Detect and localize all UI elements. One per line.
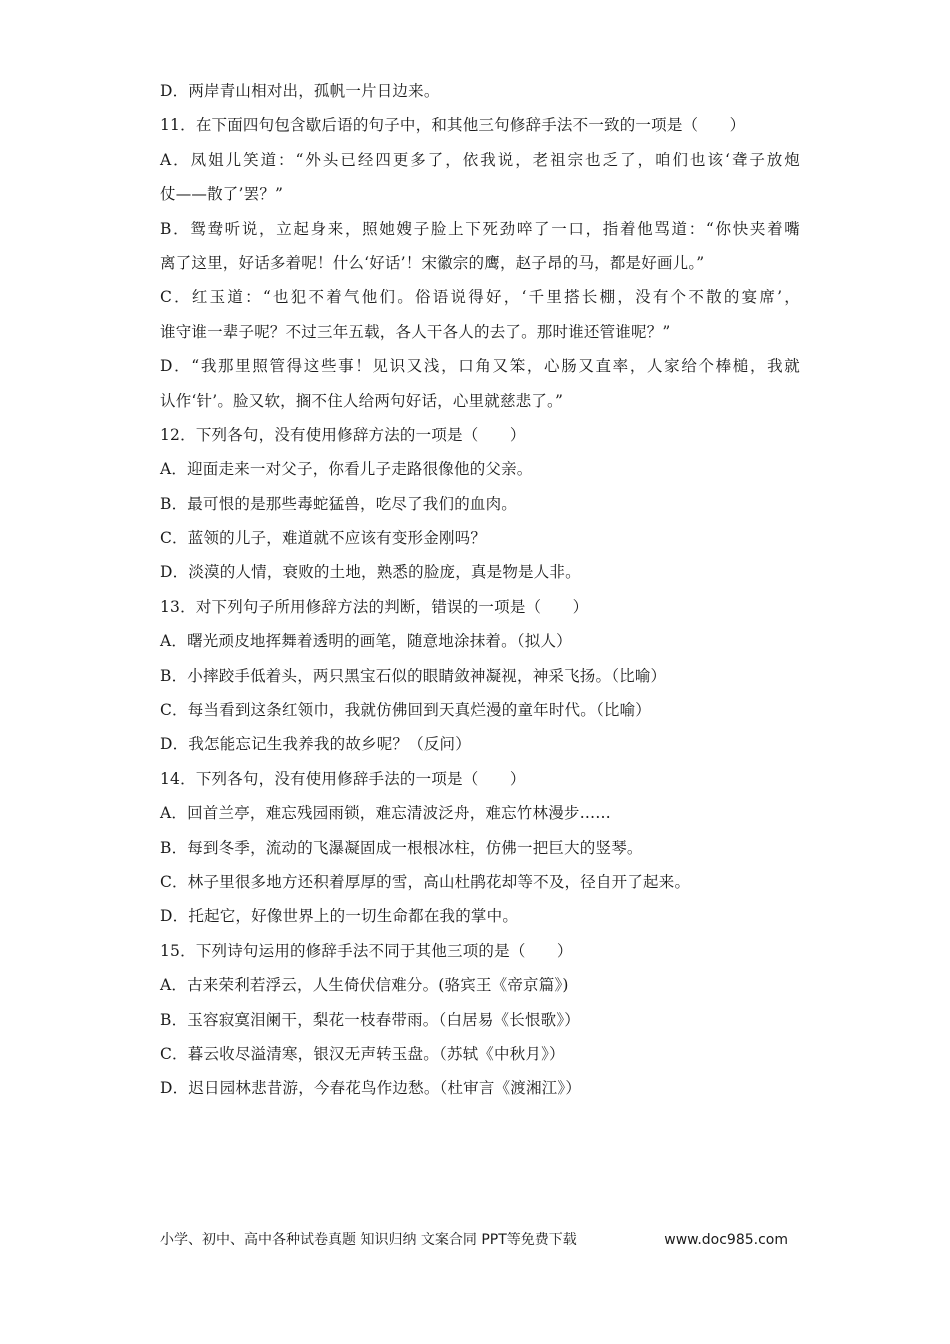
option-line: B．每到冬季，流动的飞瀑凝固成一根根冰柱，仿佛一把巨大的竖琴。 <box>160 838 643 857</box>
option-line: A．曙光顽皮地挥舞着透明的画笔，随意地涂抹着。（拟人） <box>160 632 572 651</box>
option-line: D．淡漠的人情，衰败的土地，熟悉的脸庞，真是物是人非。 <box>160 563 581 582</box>
option-line: D．我怎能忘记生我养我的故乡呢？（反问） <box>160 735 471 754</box>
question-13: 13．对下列句子所用修辞方法的判断，错误的一项是（ ） <box>160 597 589 616</box>
option-line: C．暮云收尽溢清寒，银汉无声转玉盘。（苏轼《中秋月》） <box>160 1044 565 1063</box>
option-line: A．回首兰亭，难忘残园雨锁，难忘清波泛舟，难忘竹林漫步…… <box>160 804 611 823</box>
option-line: D．托起它，好像世界上的一切生命都在我的掌中。 <box>160 907 519 926</box>
option-line: A．迎面走来一对父子，你看儿子走路很像他的父亲。 <box>160 460 533 479</box>
footer-download-text: 小学、初中、高中各种试卷真题 知识归纳 文案合同 PPT等免费下载 <box>160 1232 577 1248</box>
question-14: 14．下列各句，没有使用修辞手法的一项是（ ） <box>160 769 526 788</box>
option-line: C．每当看到这条红领巾，我就仿佛回到天真烂漫的童年时代。（比喻） <box>160 701 652 720</box>
option-line: D．两岸青山相对出，孤帆一片日边来。 <box>160 82 440 100</box>
question-11: 11．在下面四句包含歇后语的句子中，和其他三句修辞手法不一致的一项是（ ） <box>160 116 746 135</box>
document-body <box>160 74 800 1106</box>
option-line: C．林子里很多地方还积着厚厚的雪，高山杜鹃花却等不及，径自开了起来。 <box>160 872 691 891</box>
option-line: B．小摔跤手低着头，两只黑宝石似的眼睛敛神凝视，神采飞扬。（比喻） <box>160 666 667 685</box>
option-line: D．迟日园林悲昔游，今春花鸟作边愁。（杜审言《渡湘江》） <box>160 1079 582 1098</box>
page-footer <box>160 1227 788 1253</box>
option-line-continued: 认作‘针’。脸又软，搁不住人给两句好话，心里就慈悲了。” <box>160 391 564 410</box>
option-line-continued: 离了这里，好话多着呢！什么‘好话’！宋徽宗的鹰，赵子昂的马，都是好画儿。” <box>160 253 705 272</box>
option-line-continued: 谁守谁一辈子呢？不过三年五载，各人干各人的去了。那时谁还管谁呢？” <box>160 322 671 341</box>
option-line: B．玉容寂寞泪阑干，梨花一枝春带雨。（白居易《长恨歌》） <box>160 1010 580 1029</box>
option-line: B．最可恨的是那些毒蛇猛兽，吃尽了我们的血肉。 <box>160 494 517 513</box>
option-line: C．红玉道：“也犯不着气他们。俗语说得好，‘千里搭长棚，没有个不散的宴席’， <box>160 288 800 307</box>
question-12: 12．下列各句，没有使用修辞方法的一项是（ ） <box>160 425 526 444</box>
question-15: 15．下列诗句运用的修辞手法不同于其他三项的是（ ） <box>160 941 573 960</box>
option-line: D．“我那里照管得这些事！见识又浅，口角又笨，心肠又直率，人家给个棒槌，我就 <box>160 357 800 376</box>
option-line: A．古来荣利若浮云，人生倚伏信难分。(骆宾王《帝京篇》) <box>160 976 569 995</box>
option-line: C．蓝领的儿子，难道就不应该有变形金刚吗？ <box>160 529 487 548</box>
option-line-continued: 仗——散了’罢？” <box>160 185 284 204</box>
footer-website: www.doc985.com <box>664 1232 788 1248</box>
option-line: A．凤姐儿笑道：“外头已经四更多了，依我说，老祖宗也乏了，咱们也该‘聋子放炮 <box>160 150 800 169</box>
option-line: B．鸳鸯听说，立起身来，照她嫂子脸上下死劲啐了一口，指着他骂道：“你快夹着嘴 <box>160 219 800 238</box>
